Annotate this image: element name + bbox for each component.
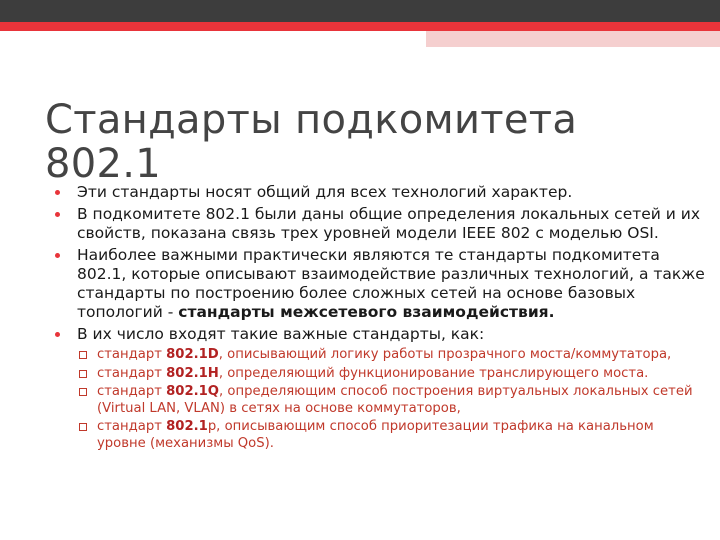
bullet-text: В подкомитете 802.1 были даны общие определения локальных сетей и их свойств, показана связь трех уровней модели IEEE 802 с моделью OSI.	[77, 205, 701, 242]
top-dark-bar	[0, 0, 720, 22]
sub-prefix: стандарт	[97, 347, 162, 362]
sub-list-item	[77, 347, 705, 364]
sub-list-item	[77, 366, 705, 383]
bullet-item	[55, 246, 705, 322]
bullet-dot-icon	[55, 212, 60, 217]
bullet-dot-icon	[55, 253, 60, 258]
bullet-text: В их число входят такие важные стандарты, как:	[77, 325, 485, 343]
bullet-item	[55, 183, 705, 202]
square-bullet-icon	[79, 370, 87, 378]
bullet-dot-icon	[55, 190, 60, 195]
sub-prefix: стандарт	[97, 365, 162, 381]
sub-list	[77, 347, 705, 452]
standard-code: 802.1	[166, 419, 208, 434]
sub-list-item	[77, 384, 705, 417]
square-bullet-icon	[79, 423, 87, 431]
slide-title: Стандарты подкомитета 802.1	[45, 97, 578, 187]
bullet-text: Наиболее важными практически являются те стандарты подкомитета 802.1, которые описывают взаимодействие различных технологий, а также стандарты по построению более сложных сетей на основе базовых топологий -	[77, 246, 705, 321]
bullet-item	[55, 325, 705, 452]
content-list	[55, 183, 705, 455]
sub-prefix: стандарт	[97, 384, 162, 399]
sub-text: , определяющим способ построения виртуальных локальных сетей (Virtual LAN, VLAN) в сетях на основе коммутаторов,	[97, 384, 693, 416]
bullet-bold-text: стандарты межсетевого взаимодействия.	[178, 303, 555, 321]
sub-text: , определяющий функционирование транслирующего моста.	[218, 365, 649, 381]
sub-prefix: стандарт	[97, 419, 162, 434]
standard-code: 802.1Q	[166, 384, 220, 399]
standard-code: 802.1H	[166, 365, 219, 381]
square-bullet-icon	[79, 351, 87, 359]
bullet-text: Эти стандарты носят общий для всех технологий характер.	[77, 183, 573, 201]
top-pink-accent	[426, 31, 720, 47]
sub-list-item	[77, 419, 705, 452]
sub-text: p, описывающим способ приоритезации трафика на канальном уровне (механизмы QoS).	[97, 419, 654, 451]
square-bullet-icon	[79, 388, 87, 396]
sub-text: , описывающий логику работы прозрачного моста/коммутатора,	[218, 347, 672, 362]
bullet-item	[55, 205, 705, 243]
top-red-bar	[0, 22, 720, 31]
bullet-dot-icon	[55, 332, 60, 337]
standard-code: 802.1D	[166, 347, 219, 362]
